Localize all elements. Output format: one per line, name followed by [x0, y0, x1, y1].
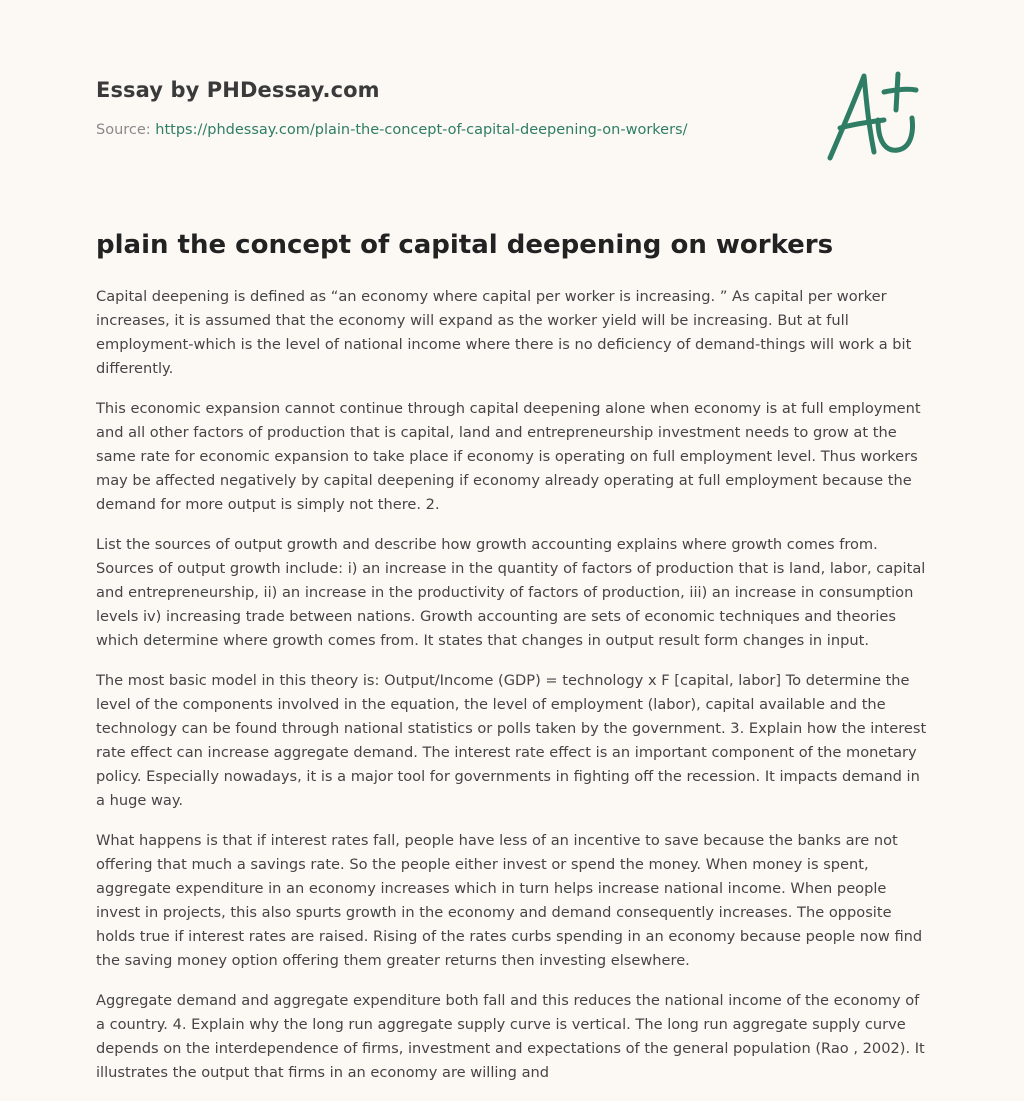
paragraph-3: List the sources of output growth and describe how growth accounting explains where growth comes from. Sources of output growth include: i) an increase in the quantity of factors of production that is land, labor, capital and entrepreneurship, ii) an increase in the productivity of factors of production, iii) an increase in consumption levels iv) increasing trade between nations. Growth accounting are sets of economic techniques and theories which determine where growth comes from. It states that changes in output result form changes in input. — [96, 536, 926, 649]
source-link[interactable]: https://phdessay.com/plain-the-concept-of-capital-deepening-on-workers/ — [155, 122, 688, 138]
paragraph-6: Aggregate demand and aggregate expenditure both fall and this reduces the national income of the economy of a country. 4. Explain why the long run aggregate supply curve is vertical. The long run aggregate supply curve depends on the interdependence of firms, investment and expectations of the general population (Rao , 2002). It illustrates the output that firms in an economy are willing and — [96, 992, 925, 1081]
paragraph-4: The most basic model in this theory is: Output/Income (GDP) = technology x F [capital, labor] To determine the level of the components involved in the equation, the level of employment (labor), capital available and the technology can be found through national statistics or polls taken by the government. 3. Explain how the interest rate effect can increase aggregate demand. The interest rate effect is an important component of the monetary policy. Especially nowadays, it is a major tool for governments in fighting off the recession. It impacts demand in a huge way. — [96, 672, 927, 809]
article-title: plain the concept of capital deepening on workers — [96, 230, 834, 260]
paragraph-1: Capital deepening is defined as “an economy where capital per worker is increasing. ” As capital per worker increases, it is assumed that the economy will expand as the worker yield will be increasing. But at full employment-which is the level of national income where there is no deficiency of demand-things will work a bit differently. — [96, 288, 912, 377]
source-label: Source: — [96, 122, 151, 138]
site-brand: Essay by PHDessay.com — [96, 78, 380, 102]
a-plus-logo-icon — [818, 66, 930, 166]
paragraph-2: This economic expansion cannot continue through capital deepening alone when economy is at full employment and all other factors of production that is capital, land and entrepreneurship investment needs to grow at the same rate for economic expansion to take place if economy is operating on full employment level. Thus workers may be affected negatively by capital deepening if economy already operating at full employment because the demand for more output is simply not there. 2. — [96, 400, 921, 513]
page-header — [96, 76, 796, 140]
article-body — [96, 285, 930, 1101]
paragraph-5: What happens is that if interest rates fall, people have less of an incentive to save because the banks are not offering that much a savings rate. So the people either invest or spend the money. When money is spent, aggregate expenditure in an economy increases which in turn helps increase national income. When people invest in projects, this also spurts growth in the economy and demand consequently increases. The opposite holds true if interest rates are raised. Rising of the rates curbs spending in an economy because people now find the saving money option offering them greater returns then investing elsewhere. — [96, 832, 923, 969]
source-line — [96, 120, 796, 140]
